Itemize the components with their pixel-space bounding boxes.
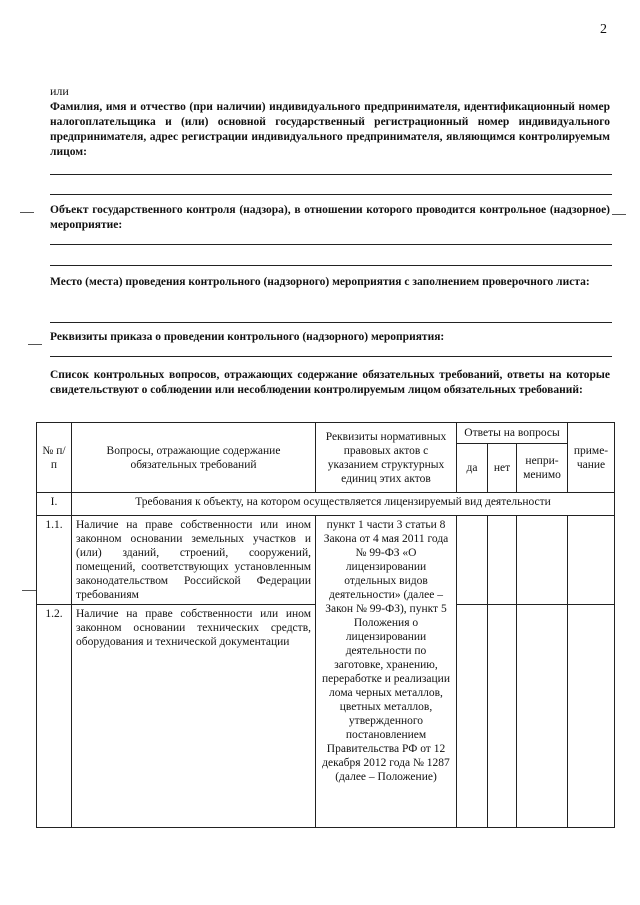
- answer-no-cell[interactable]: [488, 605, 517, 828]
- row-number: 1.2.: [37, 605, 72, 828]
- header-no: нет: [488, 444, 517, 493]
- answer-yes-cell[interactable]: [457, 605, 488, 828]
- note-cell[interactable]: [568, 516, 615, 605]
- header-requisites: Реквизиты нормативных правовых актов с указанием структурных единиц этих актов: [316, 423, 457, 493]
- place-label: Место (места) проведения контрольного (надзорного) мероприятия с заполнением проверочного листа:: [50, 276, 590, 288]
- answer-no-cell[interactable]: [488, 516, 517, 605]
- place-fill-line: [50, 322, 612, 323]
- or-text: или: [50, 84, 69, 98]
- order-details-label: Реквизиты приказа о проведении контрольного (надзорного) мероприятия:: [50, 331, 445, 343]
- header-number: № п/п: [37, 423, 72, 493]
- note-cell[interactable]: [568, 605, 615, 828]
- row-number: 1.1.: [37, 516, 72, 605]
- individual-entrepreneur-label: Фамилия, имя и отчество (при наличии) индивидуального предпринимателя, идентификационный номер налогоплательщика и (или) основной государственный регистрационный номер индивидуального предпринимателя, адрес регистрации индивидуального предпринимателя, являющимся контролируемым лицом:: [50, 101, 610, 158]
- section-number: I.: [37, 493, 72, 516]
- header-answers: Ответы на вопросы: [457, 423, 568, 444]
- checklist-table: [36, 422, 615, 828]
- control-object-fill-line-2: [50, 265, 612, 266]
- requisites-cell: пункт 1 части 3 статьи 8 Закона от 4 мая 2011 года № 99-ФЗ «О лицензировании отдельных видов деятельности» (далее – Закон № 99-ФЗ), пункт 5 Положения о лицензировании деятельности по заготовке, хранению, переработке и реализации лома черных металлов, цветных металлов, утвержденного постановлением Правительства РФ от 12 декабря 2012 года № 1287 (далее – Положение): [316, 516, 457, 828]
- row-question: Наличие на праве собственности или ином законном основании земельных участков и (или) зданий, строений, сооружений, помещений, соответствующих установленным законодательством Российской Федерации требованиям: [72, 516, 316, 605]
- entrepreneur-fill-line-2: [50, 194, 612, 195]
- margin-mark: [22, 590, 36, 591]
- row-question: Наличие на праве собственности или ином законном основании технических средств, оборудования и технической документации: [72, 605, 316, 828]
- page-number: 2: [600, 22, 607, 37]
- order-fill-line: [50, 356, 612, 357]
- answer-not-applicable-cell[interactable]: [517, 605, 568, 828]
- answer-not-applicable-cell[interactable]: [517, 516, 568, 605]
- header-yes: да: [457, 444, 488, 493]
- header-questions: Вопросы, отражающие содержание обязательных требований: [72, 423, 316, 493]
- header-not-applicable: непри-менимо: [517, 444, 568, 493]
- margin-mark: [20, 212, 34, 213]
- section-title: Требования к объекту, на котором осуществляется лицензируемый вид деятельности: [72, 493, 615, 516]
- margin-mark: [612, 214, 626, 215]
- questions-list-label: Список контрольных вопросов, отражающих содержание обязательных требований, ответы на которые свидетельствуют о соблюдении или несоблюдении контролируемым лицом обязательных требований:: [50, 369, 610, 396]
- header-note: приме-чание: [568, 423, 615, 493]
- control-object-fill-line: [50, 244, 612, 245]
- answer-yes-cell[interactable]: [457, 516, 488, 605]
- entrepreneur-fill-line: [50, 174, 612, 175]
- control-object-label: Объект государственного контроля (надзора), в отношении которого проводится контрольное (надзорное) мероприятие:: [50, 204, 610, 231]
- margin-mark: [28, 344, 42, 345]
